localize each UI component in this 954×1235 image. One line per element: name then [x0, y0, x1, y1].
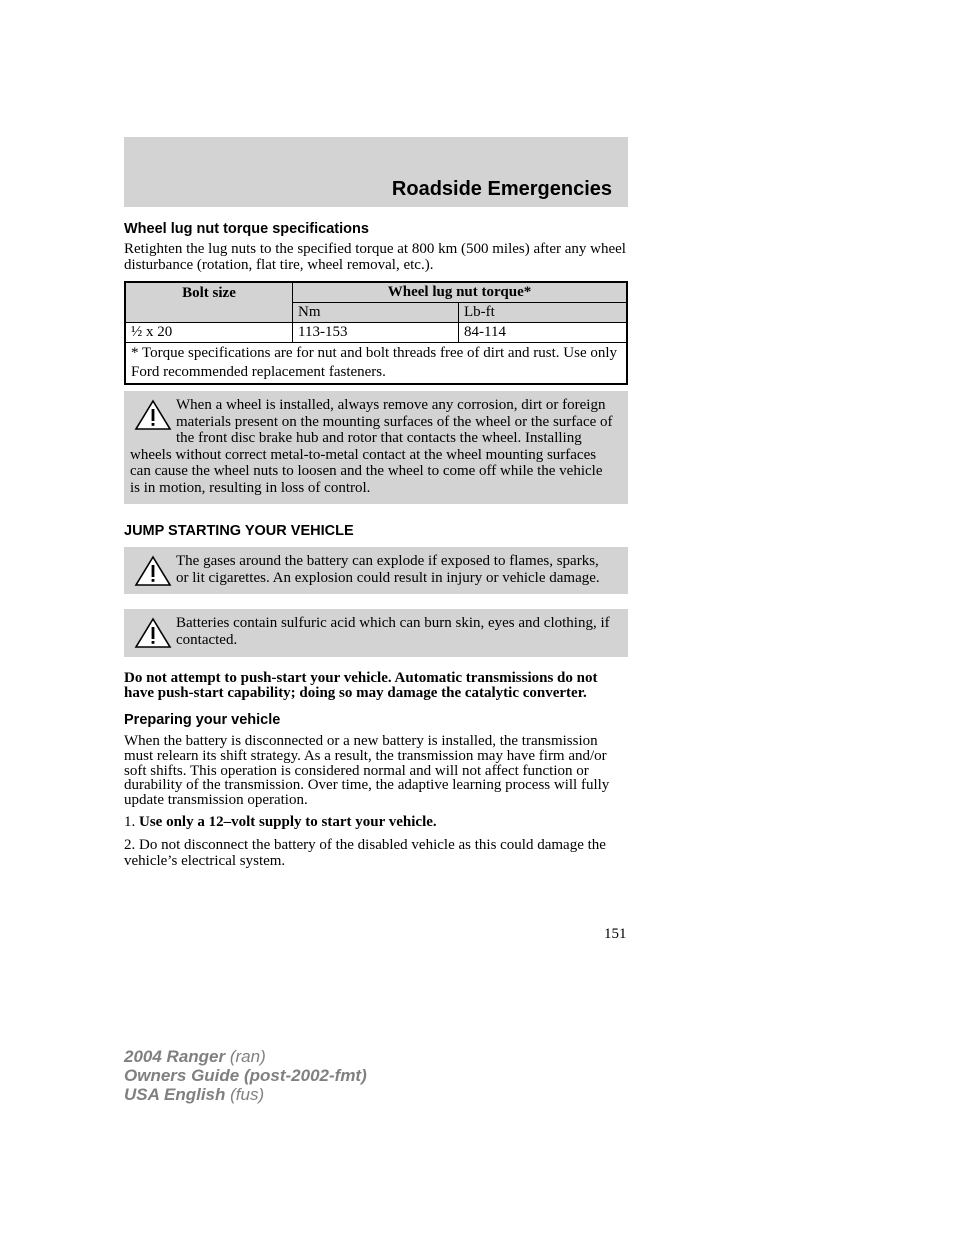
footer-line2-bold: Owners Guide (post-2002-fmt) [124, 1066, 367, 1085]
wheel-warning-box [124, 391, 628, 504]
jump-heading: JUMP STARTING YOUR VEHICLE [124, 523, 354, 539]
sulfuric-acid-warning-text: Batteries contain sulfuric acid which can burn skin, eyes and clothing, if contacted. [176, 615, 610, 648]
wheel-warning-text: When a wheel is installed, always remove any corrosion, dirt or foreign materials present on the mounting surfaces of the wheel or the surface of the front disc brake hub and rotor that contacts the wheel. Installing wheels without correct metal-to-metal contact at the wheel mounting surfaces can cause the wheel nuts to loosen and the wheel to come off while the vehicle is in motion, resulting in loss of control. [130, 397, 613, 496]
torque-table [124, 281, 628, 385]
unit-nm: Nm [293, 303, 459, 323]
cell-lbft: 84-114 [459, 323, 628, 343]
col-bolt-size: Bolt size [125, 282, 293, 323]
footer-line1-bold: 2004 Ranger [124, 1047, 226, 1066]
warning-triangle-icon [134, 555, 172, 587]
step-1-text: Use only a 12–volt supply to start your vehicle. [139, 813, 437, 830]
page-number: 151 [604, 926, 627, 942]
footer-line1-rest: (ran) [229, 1047, 266, 1066]
footer [124, 1047, 367, 1104]
torque-intro: Retighten the lug nuts to the specified torque at 800 km (500 miles) after any wheel disturbance (rotation, flat tire, wheel removal, etc.). [124, 241, 626, 273]
push-start-caution: Do not attempt to push-start your vehicle. Automatic transmissions do not have push-start capability; doing so may damage the catalytic converter. [124, 670, 598, 701]
cell-bolt: ½ x 20 [125, 323, 293, 343]
sulfuric-acid-warning-box [124, 609, 628, 657]
page-title: Roadside Emergencies [391, 178, 612, 200]
torque-footnote: * Torque specifications are for nut and bolt threads free of dirt and rust. Use only Ford recommended replacement fasteners. [125, 343, 627, 385]
warning-triangle-icon [134, 399, 172, 431]
cell-nm: 113-153 [293, 323, 459, 343]
header-band [124, 137, 628, 207]
warning-triangle-icon [134, 617, 172, 649]
footer-line3-rest: (fus) [230, 1085, 265, 1104]
step-1 [124, 815, 628, 831]
page-content [124, 220, 628, 869]
prep-heading: Preparing your vehicle [124, 712, 281, 728]
col-wheel-lug-nut-torque: Wheel lug nut torque* [293, 282, 628, 303]
step-1-number: 1. [124, 813, 136, 830]
step-2: 2. Do not disconnect the battery of the disabled vehicle as this could damage the vehicle’s electrical system. [124, 837, 606, 869]
battery-explosion-warning-text: The gases around the battery can explode if exposed to flames, sparks, or lit cigarettes. An explosion could result in injury or vehicle damage. [176, 553, 600, 586]
unit-lbft: Lb-ft [459, 303, 628, 323]
footer-line3-bold: USA English [124, 1085, 226, 1104]
prep-body: When the battery is disconnected or a new battery is installed, the transmission must relearn its shift strategy. As a result, the transmission may have firm and/or soft shifts. This operation is considered normal and will not affect function or durability of the transmission. Over time, the adaptive learning process will fully update transmission operation. [124, 733, 610, 809]
battery-explosion-warning-box [124, 547, 628, 594]
table-row [125, 323, 627, 343]
torque-heading: Wheel lug nut torque specifications [124, 221, 369, 237]
